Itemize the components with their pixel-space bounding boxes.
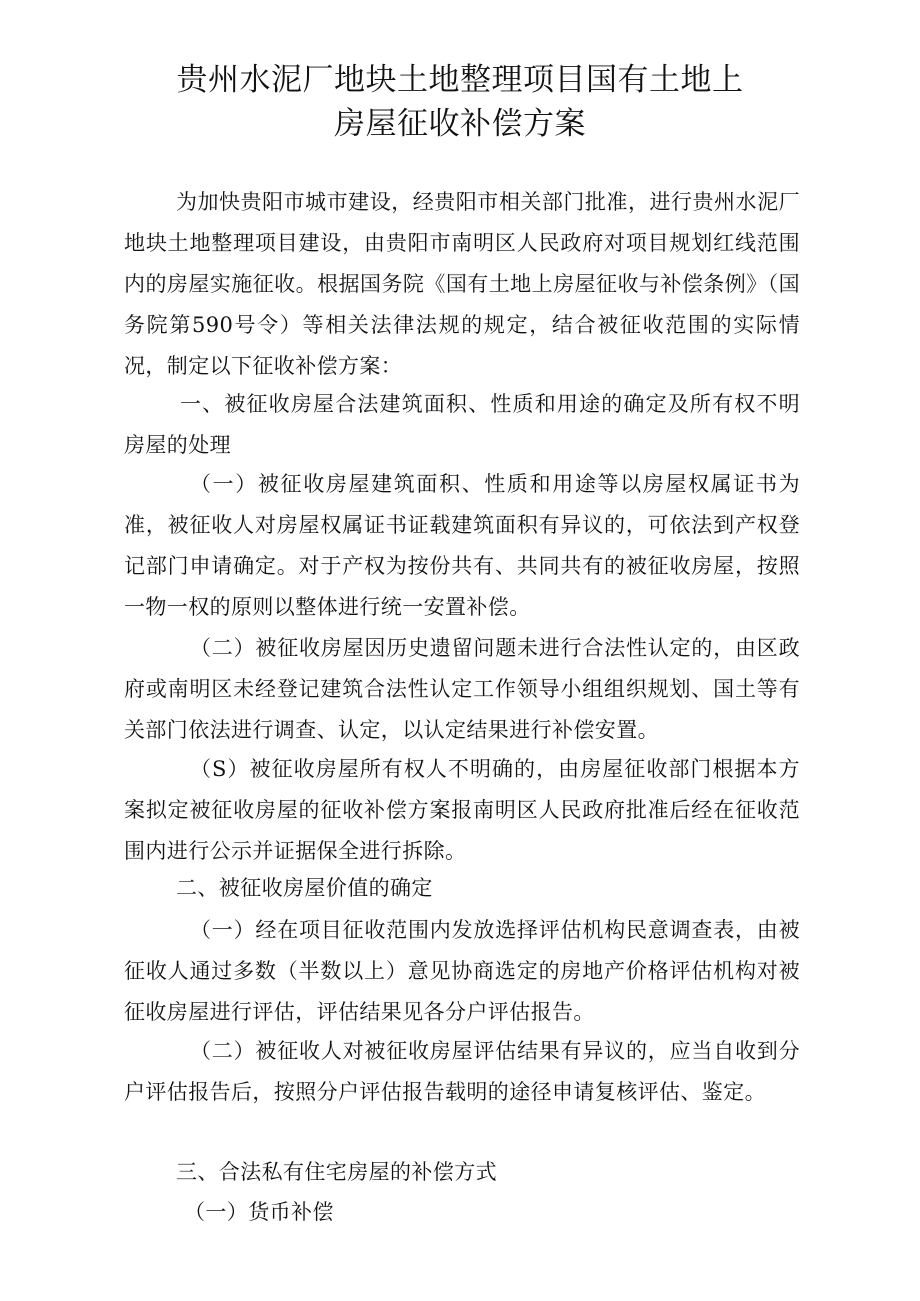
intro-paragraph: 为加快贵阳市城市建设，经贵阳市相关部门批准，进行贵州水泥厂地块土地整理项目建设，由贵阳市南明区人民政府对项目规划红线范围内的房屋实施征收。根据国务院《国有土地上房屋征收与补偿条例》（国务院第590号令）等相关法律法规的规定，结合被征收范围的实际情况，制定以下征收补偿方案：	[124, 190, 800, 378]
section-1-item-2: （二）被征收房屋因历史遗留问题未进行合法性认定的，由区政府或南明区未经登记建筑合法性认定工作领导小组组织规划、国土等有关部门依法进行调查、认定，以认定结果进行补偿安置。	[124, 636, 800, 742]
section-1-heading: 一、被征收房屋合法建筑面积、性质和用途的确定及所有权不明房屋的处理	[124, 392, 800, 457]
document-title-line-1: 贵州水泥厂地块土地整理项目国有土地上	[176, 62, 744, 98]
document-title-line-2: 房屋征收补偿方案	[334, 106, 586, 142]
section-1-item-3: （S）被征收房屋所有权人不明确的，由房屋征收部门根据本方案拟定被征收房屋的征收补偿方案报南明区人民政府批准后经在征收范围内进行公示并证据保全进行拆除。	[124, 757, 800, 863]
section-2-heading: 二、被征收房屋价值的确定	[176, 876, 433, 900]
section-1-item-1: （一）被征收房屋建筑面积、性质和用途等以房屋权属证书为准，被征收人对房屋权属证书证载建筑面积有异议的，可依法到产权登记部门申请确定。对于产权为按份共有、共同共有的被征收房屋，按照一物一权的原则以整体进行统一安置补偿。	[124, 472, 800, 619]
section-2-item-1: （一）经在项目征收范围内发放选择评估机构民意调查表，由被征收人通过多数（半数以上）意见协商选定的房地产价格评估机构对被征收房屋进行评估，评估结果见各分户评估报告。	[124, 918, 800, 1024]
section-2-item-2: （二）被征收人对被征收房屋评估结果有异议的，应当自收到分户评估报告后，按照分户评估报告载明的途径申请复核评估、鉴定。	[124, 1039, 800, 1104]
section-3-heading: 三、合法私有住宅房屋的补偿方式	[176, 1160, 497, 1184]
section-3-item-1: （一）货币补偿	[184, 1200, 334, 1224]
